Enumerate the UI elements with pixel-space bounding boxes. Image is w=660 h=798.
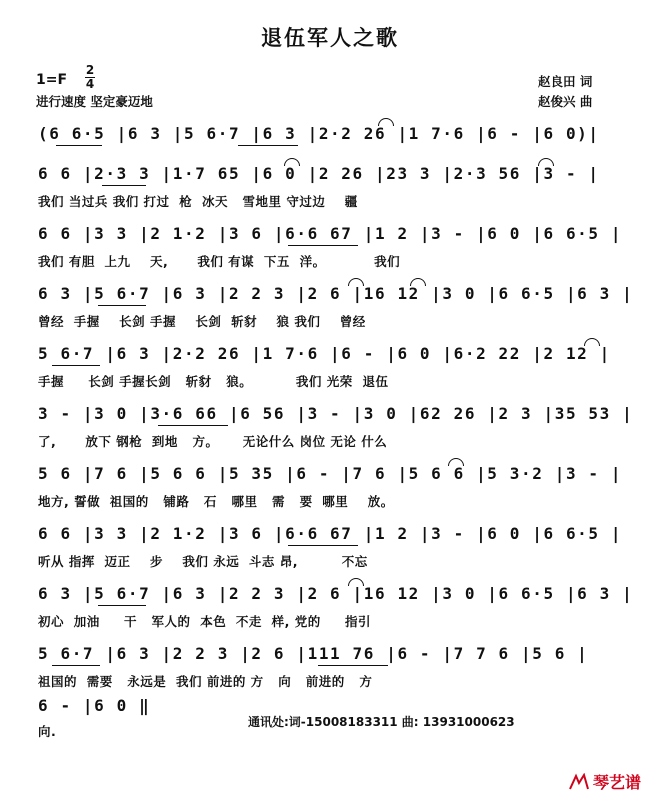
- contact-info: 通讯处:词-15008183311 曲: 13931000623: [248, 715, 515, 729]
- beam: [98, 605, 146, 606]
- notation-line: 5 6·7 |6 3 |2 2 3 |2 6 |111 76 |6 - |7 7 6 |5 6 |: [38, 644, 589, 663]
- lyric-line: 了, 放下 钢枪 到地 方。 无论什么 岗位 无论 什么: [38, 434, 388, 449]
- notation-line: 6 6 |3 3 |2 1·2 |3 6 |6·6 67 |1 2 |3 - |6 0 |6 6·5 |: [38, 224, 623, 243]
- tie-mark: [348, 278, 364, 286]
- beam: [288, 545, 358, 546]
- beam: [288, 245, 358, 246]
- song-title: 退伍军人之歌: [261, 25, 399, 50]
- notation-line: 6 6 |2·3 3 |1·7 65 |6 0 |2 26 |23 3 |2·3 56 |3 - |: [38, 164, 600, 183]
- notation-line: 6 - |6 0 ‖: [38, 696, 151, 715]
- beam: [56, 145, 102, 146]
- tie-mark: [584, 338, 600, 346]
- lyric-line: 听从 指挥 迈正 步 我们 永远 斗志 昂, 不忘: [38, 554, 368, 569]
- music-logo-icon: [568, 773, 590, 791]
- watermark-logo: [568, 770, 641, 793]
- watermark-text: 琴艺谱: [593, 773, 642, 792]
- notation-line: 3 - |3 0 |3·6 66 |6 56 |3 - |3 0 |62 26 |2 3 |35 53 |: [38, 404, 634, 423]
- notation-line: (6 6·5 |6 3 |5 6·7 |6 3 |2·2 26 |1 7·6 |6 - |6 0)|: [38, 124, 600, 143]
- tie-mark: [410, 278, 426, 286]
- lyricist-credit: 赵良田 词: [538, 74, 593, 89]
- time-signature-top: 2: [85, 63, 95, 77]
- notation-line: 5 6 |7 6 |5 6 6 |5 35 |6 - |7 6 |5 6 6 |5 3·2 |3 - |: [38, 464, 623, 483]
- beam: [238, 145, 298, 146]
- lyric-line: 我们 有胆 上九 天, 我们 有谋 下五 洋。 我们: [38, 254, 401, 269]
- tie-mark: [378, 118, 394, 126]
- notation-line: 6 3 |5 6·7 |6 3 |2 2 3 |2 6 |16 12 |3 0 |6 6·5 |6 3 |: [38, 284, 634, 303]
- lyric-line: 曾经 手握 长剑 手握 长剑 斩豺 狼 我们 曾经: [38, 314, 366, 329]
- tie-mark: [284, 158, 300, 166]
- notation-line: 5 6·7 |6 3 |2·2 26 |1 7·6 |6 - |6 0 |6·2 22 |2 12 |: [38, 344, 611, 363]
- lyric-line: 初心 加油 干 军人的 本色 不走 样, 党的 指引: [38, 614, 371, 629]
- lyric-line: 手握 长剑 手握长剑 斩豺 狼。 我们 光荣 退伍: [38, 374, 389, 389]
- tempo-marking: 进行速度 坚定豪迈地: [36, 94, 153, 109]
- time-signature: [84, 64, 96, 91]
- beam: [52, 365, 100, 366]
- beam: [158, 425, 228, 426]
- time-signature-bottom: 4: [85, 77, 95, 91]
- lyric-line: 我们 当过兵 我们 打过 枪 冰天 雪地里 守过边 疆: [38, 194, 358, 209]
- beam: [52, 665, 100, 666]
- lyric-line: 向.: [38, 724, 57, 739]
- tie-mark: [538, 158, 554, 166]
- notation-line: 6 6 |3 3 |2 1·2 |3 6 |6·6 67 |1 2 |3 - |6 0 |6 6·5 |: [38, 524, 623, 543]
- tie-mark: [448, 458, 464, 466]
- key-signature: 1=F: [36, 72, 68, 88]
- lyric-line: 祖国的 需要 永远是 我们 前进的 方 向 前进的 方: [38, 674, 373, 689]
- notation-line: 6 3 |5 6·7 |6 3 |2 2 3 |2 6 |16 12 |3 0 |6 6·5 |6 3 |: [38, 584, 634, 603]
- tie-mark: [348, 578, 364, 586]
- composer-credit: 赵俊兴 曲: [538, 94, 593, 109]
- beam: [318, 665, 388, 666]
- beam: [102, 185, 146, 186]
- beam: [98, 305, 146, 306]
- lyric-line: 地方, 誓做 祖国的 铺路 石 哪里 需 要 哪里 放。: [38, 494, 394, 509]
